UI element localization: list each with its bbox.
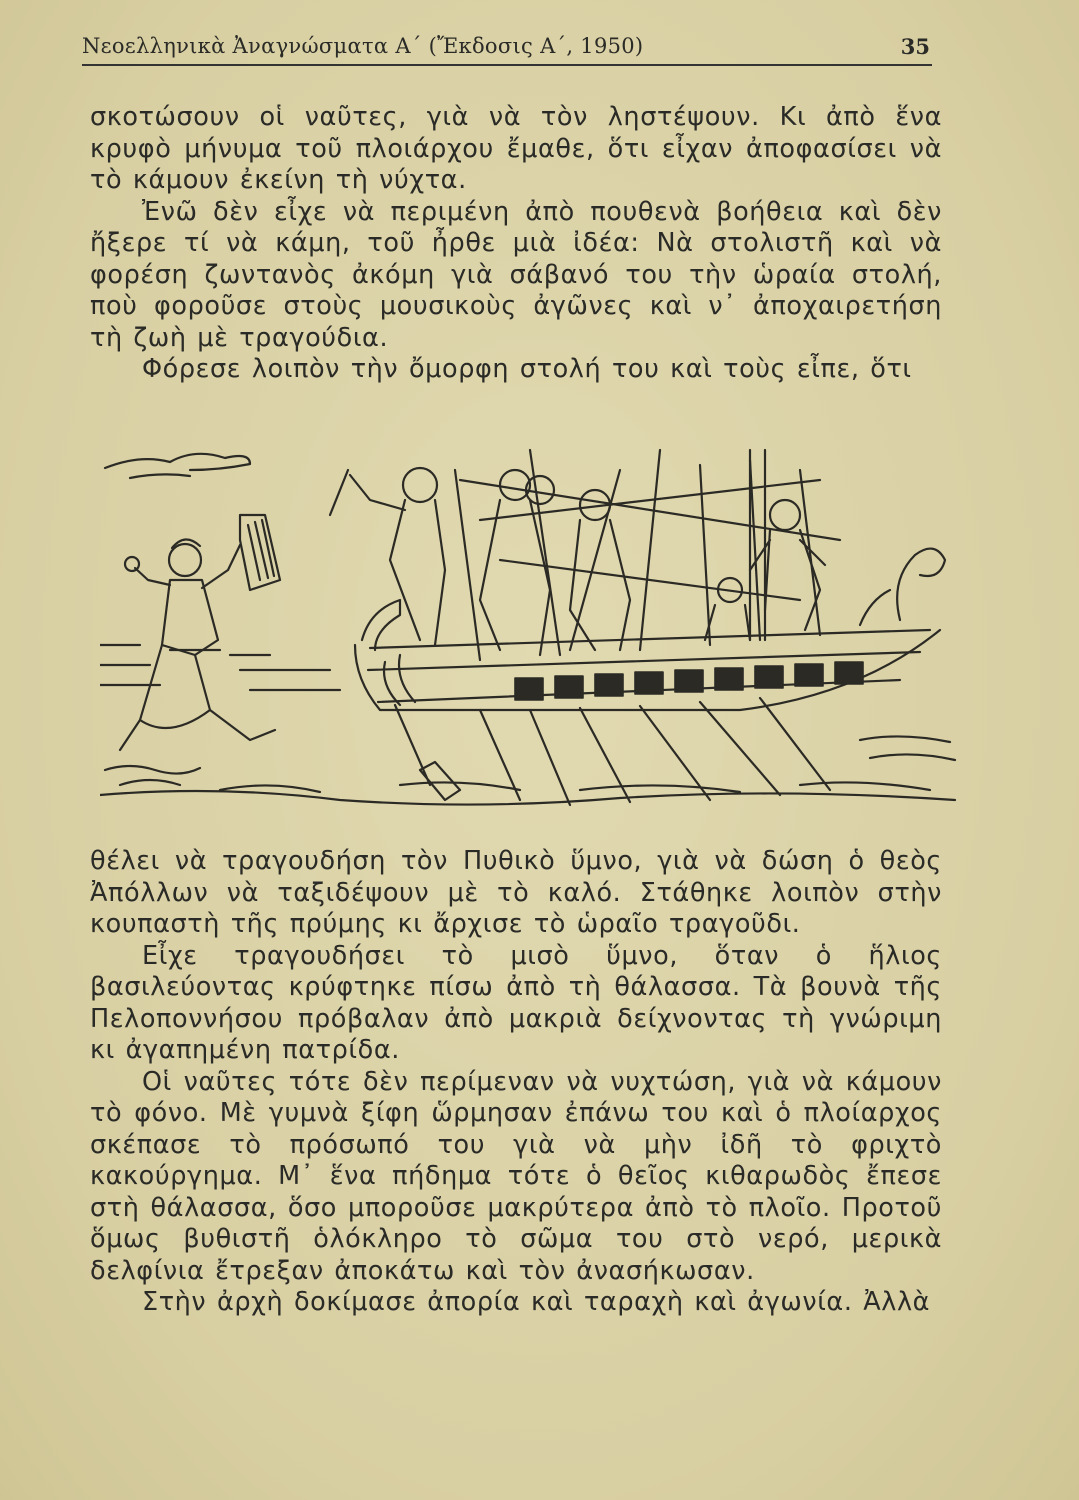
paragraph: Εἶχε τραγουδήσει τὸ μισὸ ὕμνο, ὅταν ὁ ἥλιος βασιλεύοντας κρύφτηκε πίσω ἀπὸ τὴ θάλασσα. Τὰ βουνὰ τῆς Πελοποννήσου πρόβαλαν ἀπὸ μακριὰ δείχνοντας τὴ γνώριμη κι ἀγαπημένη πατρίδα. (90, 940, 942, 1065)
paragraph: σκοτώσουν οἱ ναῦτες, γιὰ νὰ τὸν ληστέψουν. Κι ἀπὸ ἕνα κρυφὸ μήνυμα τοῦ πλοιάρχου ἔμαθε, ὅτι εἶχαν ἀποφασίσει νὰ τὸ κάμουν ἐκείνη τὴ νύχτα. (90, 102, 942, 195)
ship-illustration-icon (100, 440, 960, 825)
paragraph: Στὴν ἀρχὴ δοκίμασε ἀπορία καὶ ταραχὴ καὶ ἀγωνία. Ἀλλὰ (142, 1287, 931, 1317)
page-number: 35 (900, 34, 930, 59)
running-header (82, 34, 932, 66)
paragraph: θέλει νὰ τραγουδήση τὸν Πυθικὸ ὕμνο, γιὰ νὰ δώση ὁ θεὸς Ἀπόλλων νὰ ταξιδέψουν μὲ τὸ καλό. Στάθηκε λοιπὸν στὴν κουπαστὴ τῆς πρύμης κι ἄρχισε τὸ ὡραῖο τραγοῦδι. (90, 846, 942, 939)
running-title: Νεοελληνικὰ Ἀναγνώσματα Α΄ (Ἔκδοσις Α΄, 1950) (82, 34, 644, 58)
paragraph: Ἐνῶ δὲν εἶχε νὰ περιμένη ἀπὸ πουθενὰ βοήθεια καὶ δὲν ἤξερε τί νὰ κάμη, τοῦ ἦρθε μιὰ ἰδέα: Νὰ στολιστῆ καὶ νὰ φορέση ζωντανὸς ἀκόμη γιὰ σάβανό του τὴν ὡραία στολή, ποὺ φοροῦσε στοὺς μουσικοὺς ἀγῶνες καὶ ν᾿ ἀποχαιρετήση τὴ ζωὴ μὲ τραγούδια. (90, 196, 942, 353)
text-block-bottom (90, 846, 942, 1319)
paragraph: Φόρεσε λοιπὸν τὴν ὄμορφη στολή του καὶ τοὺς εἶπε, ὅτι (142, 354, 912, 384)
text-block-top (90, 102, 942, 386)
paragraph: Οἱ ναῦτες τότε δὲν περίμεναν νὰ νυχτώση, γιὰ νὰ κάμουν τὸ φόνο. Μὲ γυμνὰ ξίφη ὥρμησαν ἐπάνω του καὶ ὁ πλοίαρχος σκέπασε τὸ πρόσωπό του γιὰ νὰ μὴν ἰδῆ τὸ φριχτὸ κακούργημα. Μ᾿ ἕνα πήδημα τότε ὁ θεῖος κιθαρωδὸς ἔπεσε στὴ θάλασσα, ὅσο μποροῦσε μακρύτερα ἀπὸ τὸ πλοῖο. Προτοῦ ὅμως βυθιστῆ ὁλόκληρο τὸ σῶμα του στὸ νερό, μερικὰ δελφίνια ἔτρεξαν ἀποκάτω καὶ τὸν ἀνασήκωσαν. (90, 1066, 942, 1286)
